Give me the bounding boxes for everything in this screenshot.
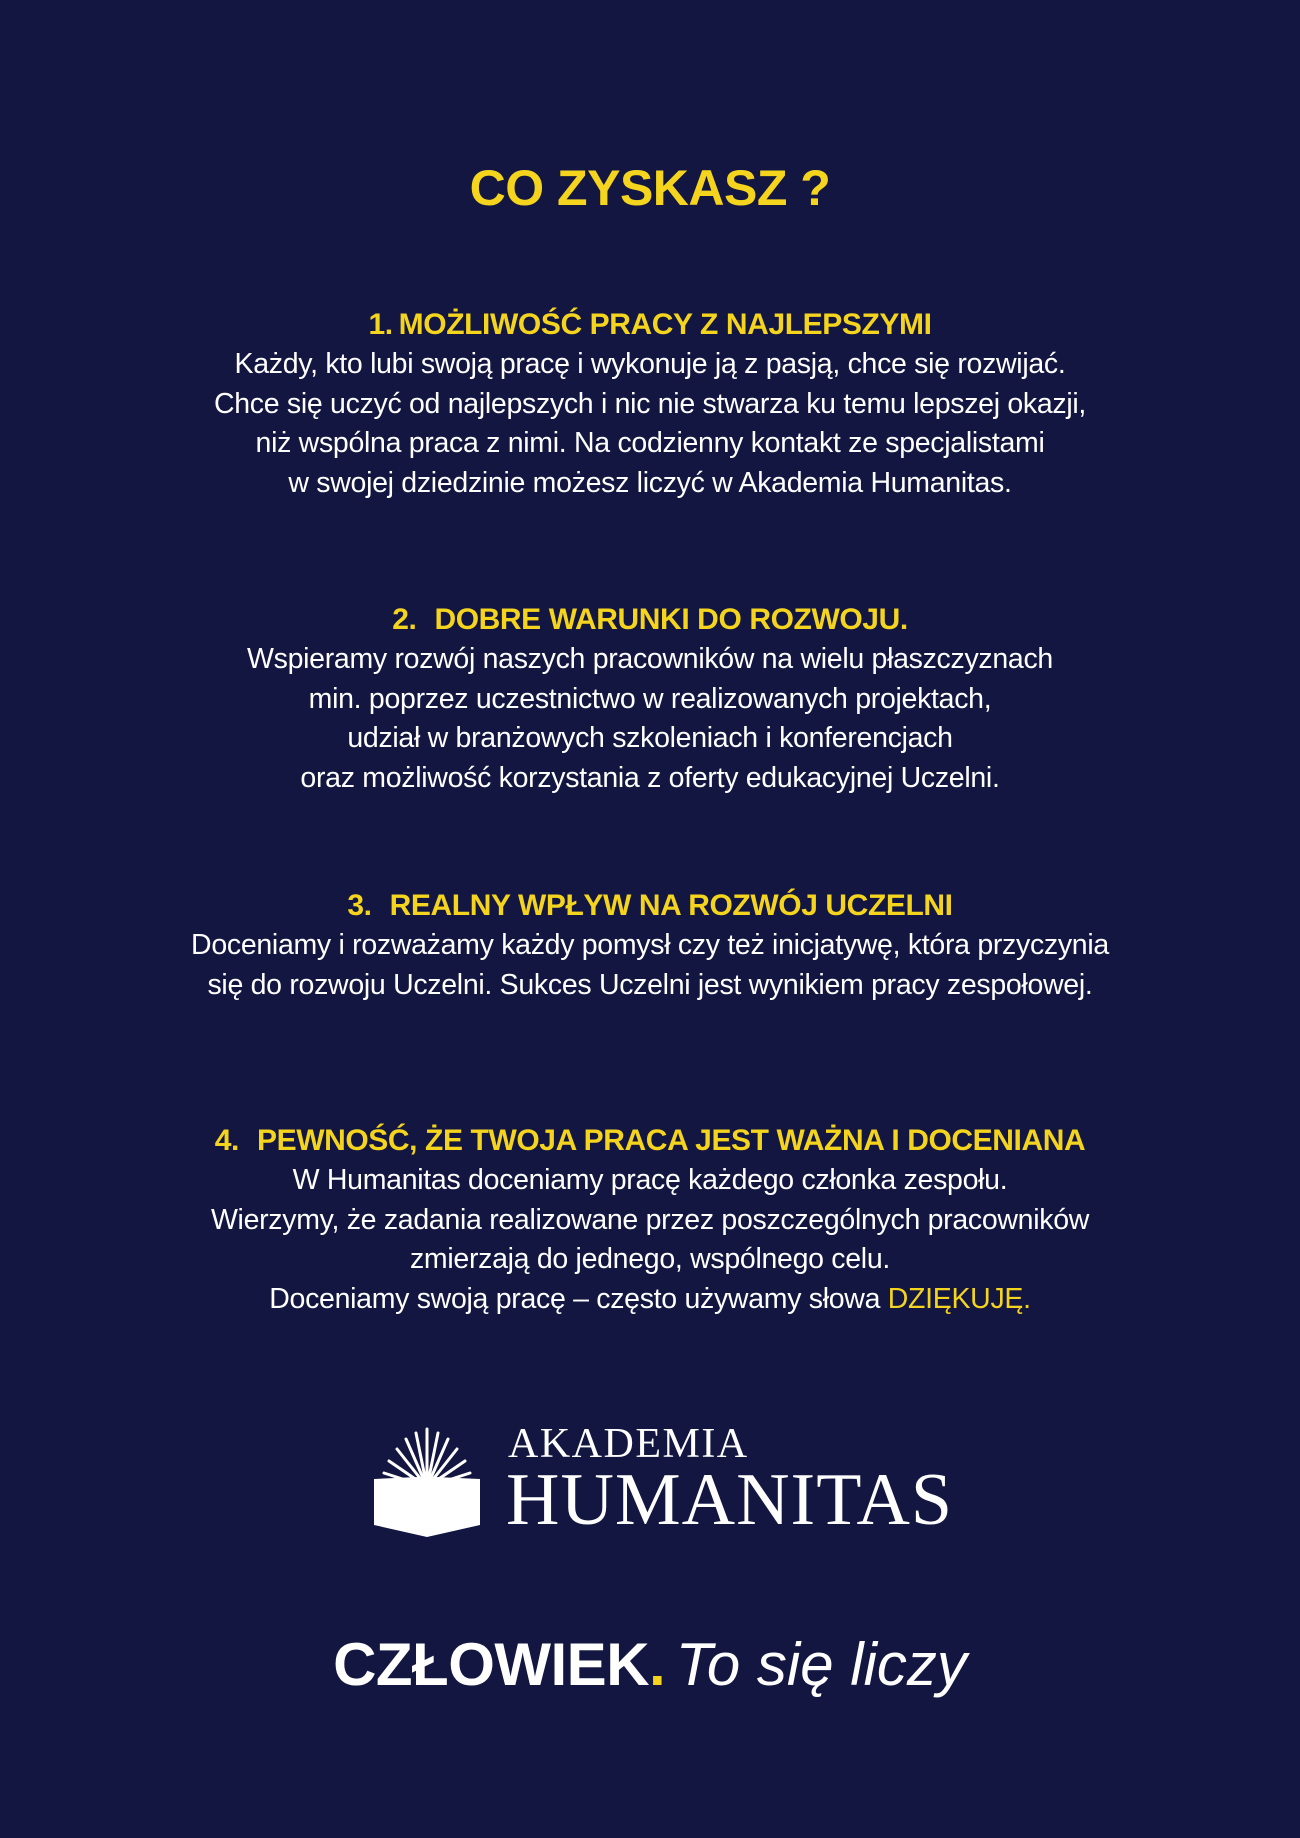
logo-line-humanitas: HUMANITAS [506, 1459, 954, 1541]
benefit-description [60, 926, 1240, 1005]
description-line: oraz możliwość korzystania z oferty edukacyjnej Uczelni. [300, 761, 1000, 794]
description-line-thanks [60, 1280, 1240, 1320]
benefit-heading [60, 305, 1240, 345]
benefit-title: REALNY WPŁYW NA ROZWÓJ UCZELNI [389, 889, 953, 922]
benefit-section-3 [60, 886, 1240, 1005]
description-line: Doceniamy i rozważamy każdy pomysł czy też inicjatywę, która przyczynia [191, 929, 1109, 961]
description-line: Wspieramy rozwój naszych pracowników na wielu płaszczyznach [247, 643, 1053, 675]
open-book-sunburst-icon [372, 1425, 482, 1537]
benefit-number: 3. [347, 889, 372, 922]
benefit-title: PEWNOŚĆ, ŻE TWOJA PRACA JEST WAŻNA I DOCENIANA [256, 1124, 1086, 1157]
logo-line-akademia: AKADEMIA [508, 1421, 749, 1467]
description-line: W Humanitas doceniamy pracę każdego członka zespołu. [292, 1164, 1008, 1196]
page-title: CO ZYSKASZ ? [469, 160, 831, 216]
description-line: udział w branżowych szkoleniach i konferencjach [347, 722, 953, 754]
benefit-heading [60, 1121, 1240, 1161]
benefit-heading [60, 600, 1240, 640]
benefit-description [60, 1161, 1240, 1319]
description-line: Chce się uczyć od najlepszych i nic nie stwarza ku temu lepszej okazji, [213, 387, 1087, 420]
benefit-section-1 [60, 305, 1240, 503]
benefit-description [60, 640, 1240, 798]
benefit-number: 1. [368, 308, 393, 341]
description-line: w swojej dziedzinie możesz liczyć w Akademia Humanitas. [288, 466, 1012, 499]
benefit-title: MOŻLIWOŚĆ PRACY Z NAJLEPSZYMI [398, 308, 932, 341]
thanks-word: DZIĘKUJĘ. [887, 1282, 1031, 1315]
benefit-section-2 [60, 600, 1240, 798]
description-line: się do rozwoju Uczelni. Sukces Uczelni jest wynikiem pracy zespołowej. [207, 968, 1093, 1001]
description-line: zmierzają do jednego, wspólnego celu. [409, 1243, 891, 1275]
description-line: niż wspólna praca z nimi. Na codzienny kontakt ze specjalistami [255, 427, 1045, 459]
benefit-number: 4. [214, 1124, 239, 1157]
benefit-description [60, 345, 1240, 503]
slogan-italic: To się liczy [675, 1631, 967, 1698]
benefit-heading [60, 886, 1240, 926]
benefit-section-4 [60, 1121, 1240, 1319]
description-line: min. poprzez uczestnictwo w realizowanych projektach, [308, 682, 992, 715]
slogan [0, 1630, 1300, 1700]
benefit-title: DOBRE WARUNKI DO ROZWOJU. [434, 603, 908, 636]
description-line: Każdy, kto lubi swoją pracę i wykonuje ją z pasją, chce się rozwijać. [234, 348, 1066, 380]
benefit-number: 2. [392, 603, 417, 636]
slogan-strong: CZŁOWIEK [333, 1631, 650, 1698]
slogan-dot: . [649, 1631, 666, 1698]
description-line: Wierzymy, że zadania realizowane przez poszczególnych pracowników [210, 1203, 1090, 1236]
thanks-prefix: Doceniamy swoją pracę – często używamy słowa [269, 1282, 888, 1315]
akademia-humanitas-logo [372, 1420, 952, 1540]
